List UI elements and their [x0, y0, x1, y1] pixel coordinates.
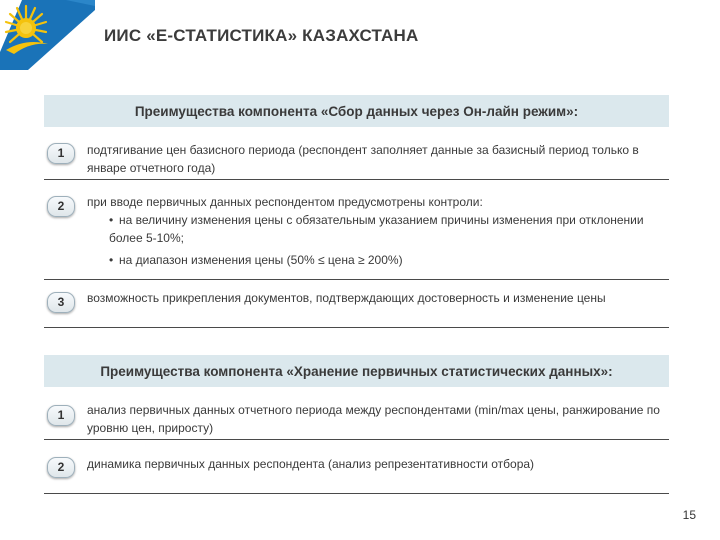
bullet-item: • на величину изменения цены с обязательным указанием причины изменения при отклонении более 5-10%;: [109, 213, 644, 245]
number-badge: 2: [47, 457, 75, 478]
bullet-text: на диапазон изменения цены (50% ≤ цена ≥ 200%): [119, 253, 403, 267]
list-item-text: возможность прикрепления документов, подтверждающих достоверность и изменение цены: [87, 291, 606, 305]
list-item-text: динамика первичных данных респондента (анализ репрезентативности отбора): [87, 457, 535, 471]
page-title: ИИС «Е-СТАТИСТИКА» КАЗАХСТАНА: [104, 26, 419, 45]
page-number: 15: [682, 508, 696, 522]
list-item: [44, 189, 669, 280]
list-item-text: анализ первичных данных отчетного периода между респондентами (min/max цены, ранжирование по уровню цен, приросту): [87, 403, 660, 435]
number-badge: 2: [47, 196, 75, 217]
sun-logo-icon: [0, 0, 95, 70]
list-item: [44, 453, 669, 494]
bullet-item: • на диапазон изменения цены (50% ≤ цена ≥ 200%): [109, 253, 403, 267]
list-item-content: [87, 193, 661, 269]
list-item: [44, 287, 669, 328]
number-badge: 3: [47, 292, 75, 313]
number-badge: 1: [47, 405, 75, 426]
bullet-text: на величину изменения цены с обязательным указанием причины изменения при отклонении более 5-10%;: [109, 213, 644, 245]
list-item-text: подтягивание цен базисного периода (респондент заполняет данные за базисный период только в январе отчетного года): [87, 143, 639, 175]
section-header-online-collection: Преимущества компонента «Сбор данных через Он-лайн режим»:: [44, 95, 669, 127]
section-header-primary-data-storage: Преимущества компонента «Хранение первичных статистических данных»:: [44, 355, 669, 387]
list-item: [44, 137, 669, 180]
list-item: [44, 399, 669, 440]
logo: [0, 0, 95, 70]
number-badge: 1: [47, 143, 75, 164]
header: [0, 0, 720, 78]
list-item-text: при вводе первичных данных респондентом предусмотрены контроли:: [87, 195, 483, 209]
